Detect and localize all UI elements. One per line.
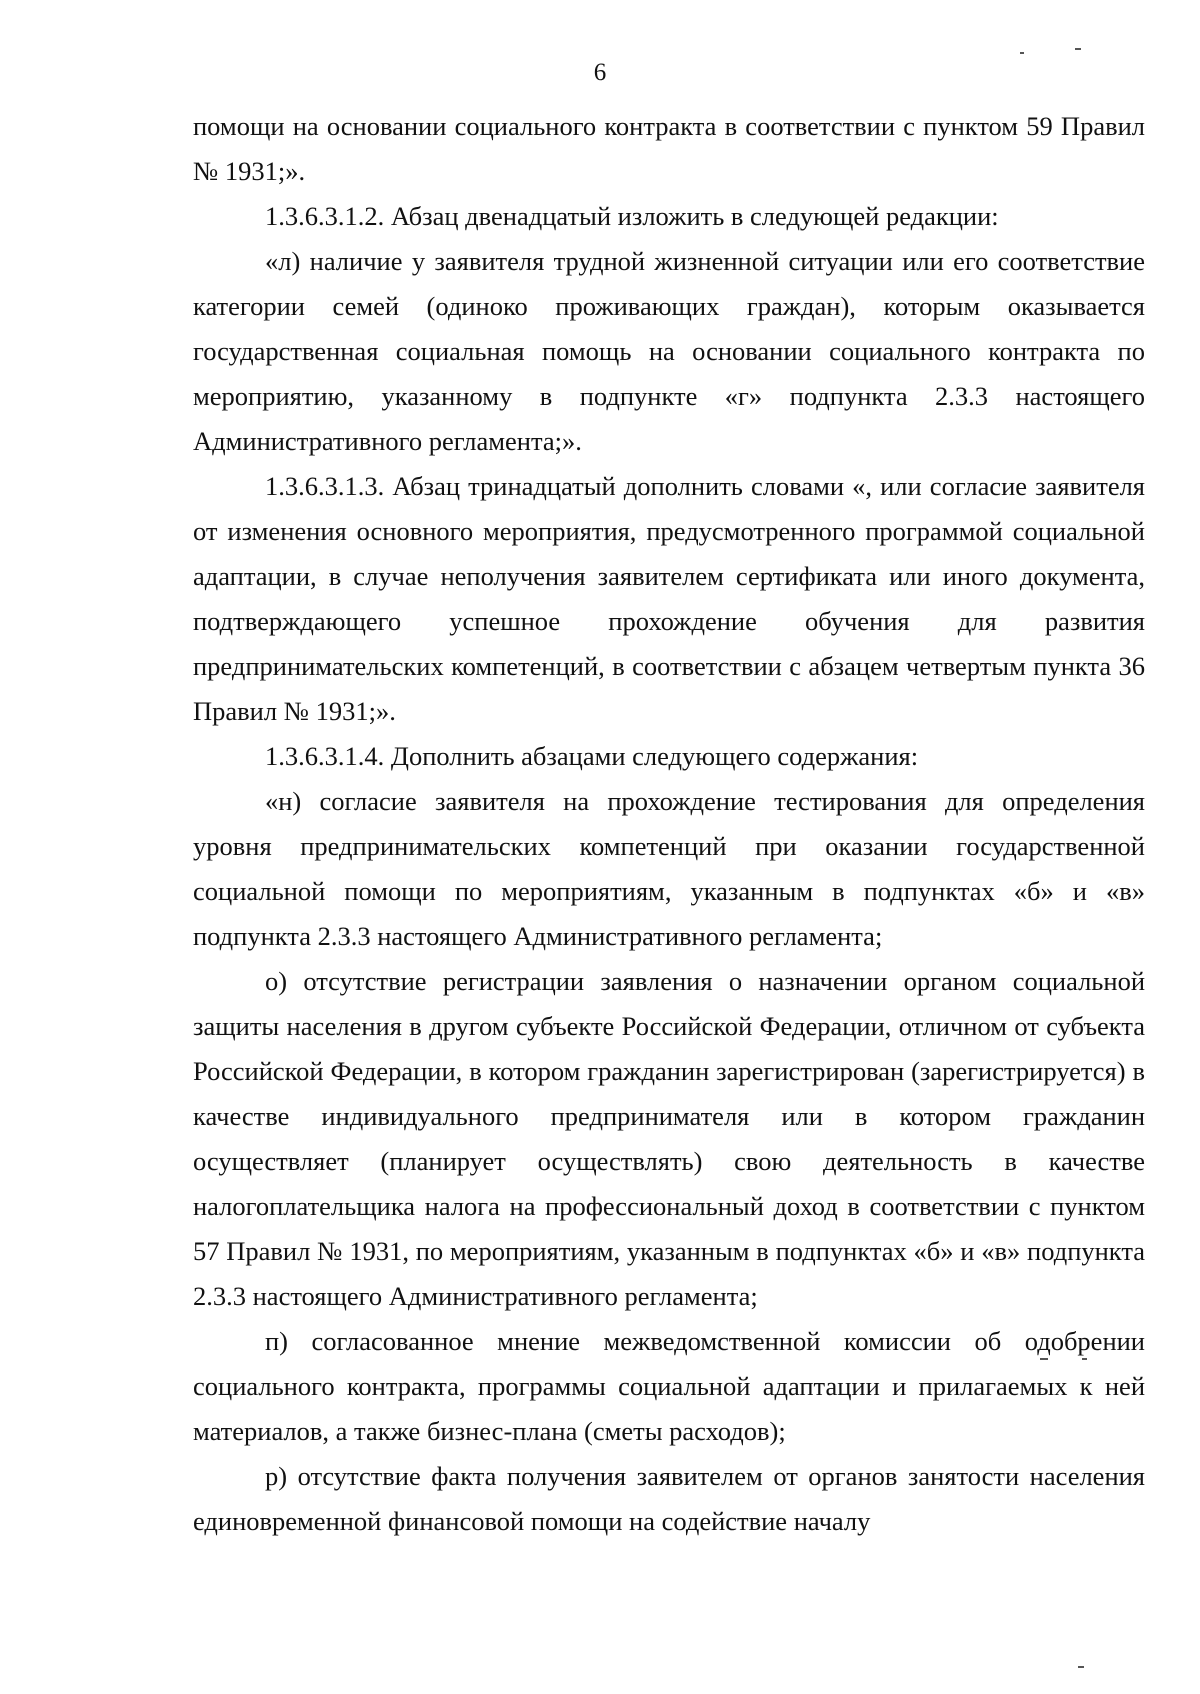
paragraph-item-p: п) согласованное мнение межведомственной комиссии об одобрении социального контракта, программы социальной адаптации и прилагаемых к ней материалов, а также бизнес-плана (сметы расходов); (193, 1326, 1145, 1446)
scan-speck (1020, 52, 1024, 54)
paragraph-item-l: «л) наличие у заявителя трудной жизненной ситуации или его соответствие категории семей (одиноко проживающих граждан), которым оказывается государственная социальная помощь на основании социального контракта по мероприятию, указанному в подпункте «г» подпункта 2.3.3 настоящего Административного регламента;». (193, 246, 1145, 456)
paragraph-1-3-6-3-1-2: 1.3.6.3.1.2. Абзац двенадцатый изложить в следующей редакции: (265, 201, 999, 231)
document-body (193, 104, 1145, 1544)
scan-speck (1075, 48, 1081, 50)
paragraph-1-3-6-3-1-4: 1.3.6.3.1.4. Дополнить абзацами следующего содержания: (265, 741, 919, 771)
scan-speck (1082, 1358, 1087, 1360)
scan-speck (1040, 1358, 1048, 1360)
paragraph-1-3-6-3-1-3: 1.3.6.3.1.3. Абзац тринадцатый дополнить словами «, или согласие заявителя от изменения основного мероприятия, предусмотренного программой социальной адаптации, в случае неполучения заявителем сертификата или иного документа, подтверждающего успешное прохождение обучения для развития предпринимательских компетенций, в соответствии с абзацем четвертым пункта 36 Правил № 1931;». (193, 471, 1145, 726)
paragraph-item-n: «н) согласие заявителя на прохождение тестирования для определения уровня предпринимательских компетенций при оказании государственной социальной помощи по мероприятиям, указанным в подпунктах «б» и «в» подпункта 2.3.3 настоящего Административного регламента; (193, 786, 1145, 951)
paragraph-item-r: р) отсутствие факта получения заявителем от органов занятости населения единовременной финансовой помощи на содействие началу (193, 1461, 1145, 1536)
page-number: 6 (593, 59, 607, 86)
scan-speck (1078, 1666, 1084, 1668)
paragraph-continuation: помощи на основании социального контракта в соответствии с пунктом 59 Правил № 1931;». (193, 111, 1145, 186)
paragraph-item-o: о) отсутствие регистрации заявления о назначении органом социальной защиты населения в другом субъекте Российской Федерации, отличном от субъекта Российской Федерации, в котором гражданин зарегистрирован (зарегистрируется) в качестве индивидуального предпринимателя или в котором гражданин осуществляет (планирует осуществлять) свою деятельность в качестве налогоплательщика налога на профессиональный доход в соответствии с пунктом 57 Правил № 1931, по мероприятиям, указанным в подпунктах «б» и «в» подпункта 2.3.3 настоящего Административного регламента; (193, 966, 1145, 1311)
